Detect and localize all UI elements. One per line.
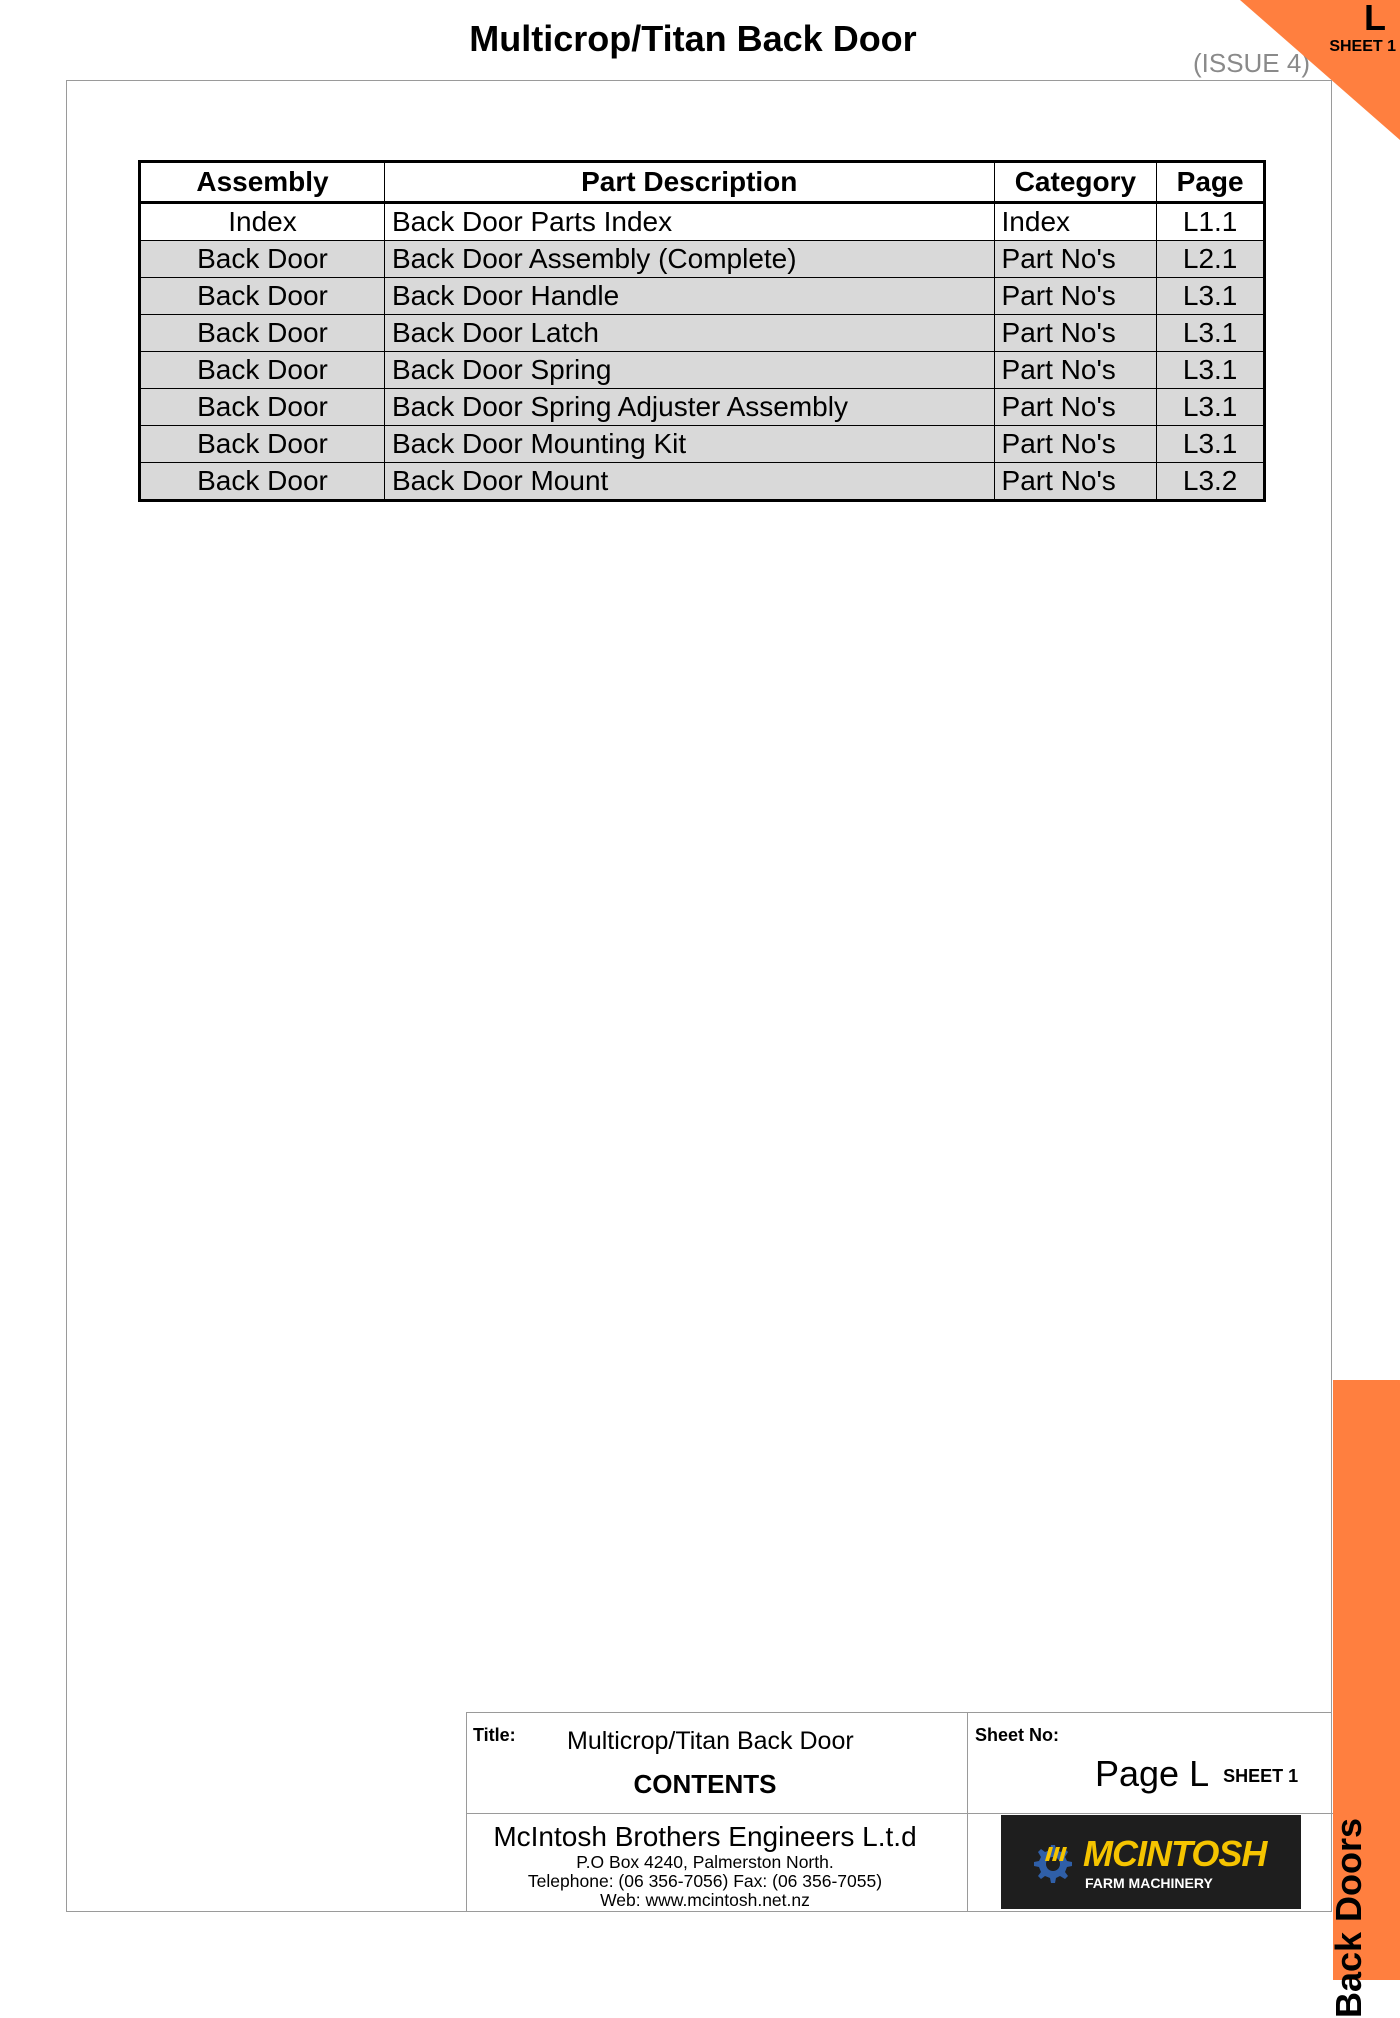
side-tab-label: Back Doors bbox=[1328, 1817, 1369, 2018]
cell-page: L3.1 bbox=[1157, 389, 1265, 426]
cell-assembly: Back Door bbox=[140, 463, 385, 501]
issue-label: (ISSUE 4) bbox=[1192, 48, 1310, 78]
mcintosh-logo bbox=[1001, 1815, 1301, 1909]
document-title: Multicrop/Titan Back Door bbox=[469, 18, 917, 59]
table-header-row bbox=[140, 162, 1265, 203]
cell-assembly: Back Door bbox=[140, 241, 385, 278]
table-row bbox=[140, 463, 1265, 501]
table-row bbox=[140, 389, 1265, 426]
cell-assembly: Back Door bbox=[140, 352, 385, 389]
cell-description: Back Door Handle bbox=[384, 278, 994, 315]
title-block-divider bbox=[967, 1713, 968, 1911]
cell-description: Back Door Parts Index bbox=[384, 203, 994, 241]
logo-name: MCINTOSH bbox=[1083, 1833, 1267, 1874]
cell-description: Back Door Latch bbox=[384, 315, 994, 352]
cell-assembly: Back Door bbox=[140, 278, 385, 315]
cell-category: Index bbox=[994, 203, 1157, 241]
table-row bbox=[140, 352, 1265, 389]
contents-label: CONTENTS bbox=[633, 1769, 777, 1799]
cell-page: L3.1 bbox=[1157, 278, 1265, 315]
cell-page: L1.1 bbox=[1157, 203, 1265, 241]
cell-description: Back Door Assembly (Complete) bbox=[384, 241, 994, 278]
cell-category: Part No's bbox=[994, 389, 1157, 426]
table-row bbox=[140, 315, 1265, 352]
cell-assembly: Index bbox=[140, 203, 385, 241]
cell-page: L3.2 bbox=[1157, 463, 1265, 501]
cell-category: Part No's bbox=[994, 352, 1157, 389]
table-row bbox=[140, 203, 1265, 241]
column-header-assembly: Assembly bbox=[140, 162, 385, 203]
cell-page: L3.1 bbox=[1157, 352, 1265, 389]
cell-description: Back Door Spring Adjuster Assembly bbox=[384, 389, 994, 426]
column-header-description: Part Description bbox=[384, 162, 994, 203]
column-header-page: Page bbox=[1157, 162, 1265, 203]
address-line: Telephone: (06 356-7056) Fax: (06 356-7055) bbox=[527, 1871, 883, 1891]
cell-category: Part No's bbox=[994, 463, 1157, 501]
parts-index-table bbox=[138, 160, 1266, 502]
gear-logo-icon bbox=[1027, 1839, 1075, 1887]
cell-page: L2.1 bbox=[1157, 241, 1265, 278]
title-block bbox=[466, 1712, 1332, 1912]
cell-assembly: Back Door bbox=[140, 315, 385, 352]
cell-assembly: Back Door bbox=[140, 389, 385, 426]
cell-page: L3.1 bbox=[1157, 426, 1265, 463]
address-line: P.O Box 4240, Palmerston North. bbox=[576, 1852, 834, 1872]
company-address bbox=[467, 1853, 943, 1910]
sheet-no-value bbox=[1095, 1753, 1298, 1795]
logo-subtitle: FARM MACHINERY bbox=[1085, 1875, 1213, 1891]
corner-letter: L bbox=[1364, 0, 1386, 38]
title-value: Multicrop/Titan Back Door bbox=[567, 1727, 854, 1755]
cell-description: Back Door Spring bbox=[384, 352, 994, 389]
table-row bbox=[140, 241, 1265, 278]
corner-sheet: SHEET 1 bbox=[1329, 38, 1396, 55]
title-label: Title: bbox=[473, 1725, 516, 1745]
cell-description: Back Door Mount bbox=[384, 463, 994, 501]
table-row bbox=[140, 278, 1265, 315]
address-line: Web: www.mcintosh.net.nz bbox=[600, 1890, 810, 1910]
cell-category: Part No's bbox=[994, 426, 1157, 463]
sheet-sub: SHEET 1 bbox=[1223, 1765, 1299, 1786]
table-row bbox=[140, 426, 1265, 463]
sheet-page: Page L bbox=[1095, 1753, 1210, 1794]
sheet-no-label: Sheet No: bbox=[975, 1725, 1060, 1745]
cell-assembly: Back Door bbox=[140, 426, 385, 463]
cell-category: Part No's bbox=[994, 278, 1157, 315]
cell-category: Part No's bbox=[994, 241, 1157, 278]
company-name: McIntosh Brothers Engineers L.t.d bbox=[493, 1821, 917, 1852]
cell-page: L3.1 bbox=[1157, 315, 1265, 352]
column-header-category: Category bbox=[994, 162, 1157, 203]
cell-category: Part No's bbox=[994, 315, 1157, 352]
title-block-divider bbox=[467, 1813, 1333, 1814]
cell-description: Back Door Mounting Kit bbox=[384, 426, 994, 463]
